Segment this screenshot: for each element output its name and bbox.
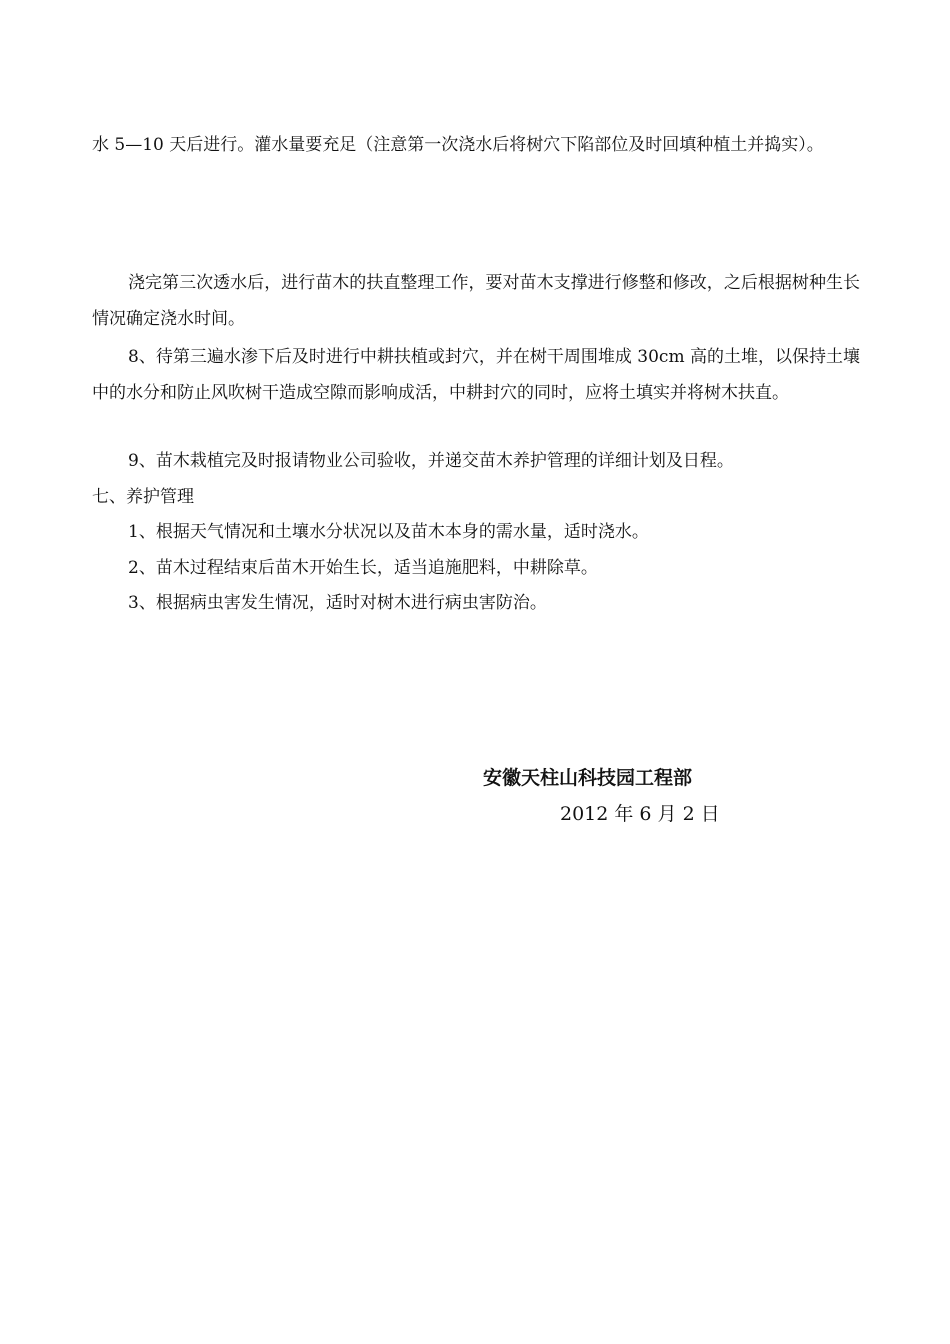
signature-date: 2012 年 6 月 2 日 [560,803,720,825]
paragraph-item-8: 8、待第三遍水渗下后及时进行中耕扶植或封穴，并在树干周围堆成 30cm 高的土堆，以保持土壤中的水分和防止风吹树干造成空隙而影响成活，中耕封穴的同时，应将土填实并将树木扶直。 [92,347,860,403]
signature-organization: 安徽天柱山科技园工程部 [483,767,693,789]
maintenance-item-2: 2、苗木过程结束后苗木开始生长，适当追施肥料，中耕除草。 [128,558,598,578]
paragraph-watering-continued: 水 5—10 天后进行。灌水量要充足（注意第一次浇水后将树穴下陷部位及时回填种植土并捣实）。 [92,135,824,155]
paragraph-after-third-watering: 浇完第三次透水后，进行苗木的扶直整理工作，要对苗木支撑进行修整和修改，之后根据树种生长情况确定浇水时间。 [92,273,860,329]
maintenance-item-3: 3、根据病虫害发生情况，适时对树木进行病虫害防治。 [128,593,547,613]
maintenance-item-1: 1、根据天气情况和土壤水分状况以及苗木本身的需水量，适时浇水。 [128,522,649,542]
section-heading-maintenance: 七、养护管理 [92,487,194,507]
paragraph-item-9: 9、苗木栽植完及时报请物业公司验收，并递交苗木养护管理的详细计划及日程。 [128,451,734,471]
